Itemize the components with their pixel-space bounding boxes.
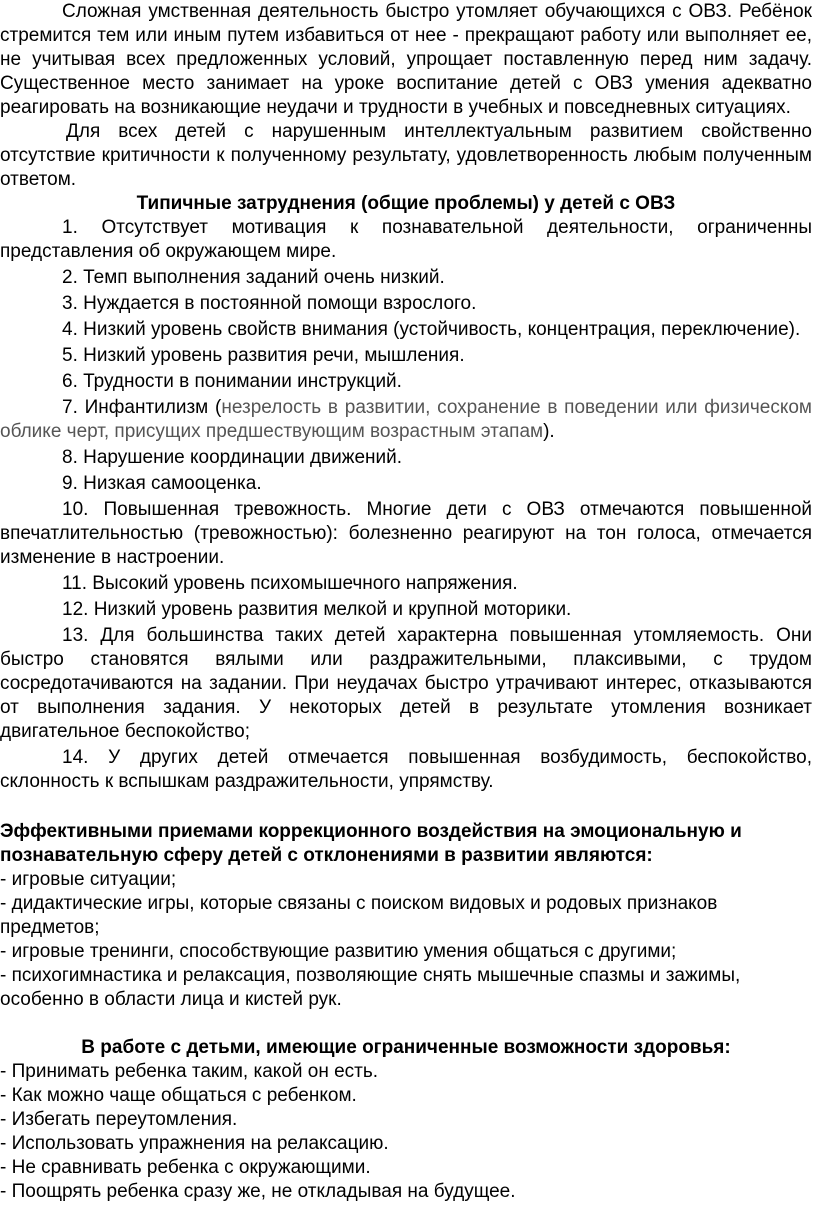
- rule-item-6: - Поощрять ребенка сразу же, не откладывая на будущее.: [0, 1181, 516, 1202]
- problem-item-9: 9. Низкая самооценка.: [62, 473, 262, 494]
- rule-item-3: - Избегать переутомления.: [0, 1109, 238, 1130]
- problem-item-2: 2. Темп выполнения заданий очень низкий.: [62, 267, 445, 288]
- problem-item-4: 4. Низкий уровень свойств внимания (устойчивость, концентрация, переключение).: [62, 319, 801, 340]
- methods-heading: Эффективными приемами коррекционного воздействия на эмоциональную и познавательную сферу детей с отклонениями в развитии являются:: [0, 821, 742, 866]
- problem-item-7-definition: незрелость в развитии, сохранение в поведении или физическом облике черт, присущих предшествующим возрастным этапам: [0, 397, 812, 442]
- method-item-4: - психогимнастика и релаксация, позволяющие снять мышечные спазмы и зажимы, особенно в области лица и кистей рук.: [0, 965, 741, 1010]
- method-item-3: - игровые тренинги, способствующие развитию умения общаться с другими;: [0, 941, 677, 962]
- intro-paragraph-2: Для всех детей с нарушенным интеллектуальным развитием свойственно отсутствие критичности к полученному результату, удовлетворенность любым полученным ответом.: [0, 121, 812, 190]
- problem-item-3: 3. Нуждается в постоянной помощи взрослого.: [62, 293, 477, 314]
- problem-item-11: 11. Высокий уровень психомышечного напряжения.: [62, 573, 518, 594]
- problem-item-12: 12. Низкий уровень развития мелкой и крупной моторики.: [62, 599, 572, 620]
- rule-item-1: - Принимать ребенка таким, какой он есть.: [0, 1061, 379, 1082]
- section-spacer: [0, 1012, 812, 1036]
- method-item-1: - игровые ситуации;: [0, 869, 177, 890]
- rule-item-4: - Использовать упражнения на релаксацию.: [0, 1133, 389, 1154]
- intro-paragraph-1: Сложная умственная деятельность быстро утомляет обучающихся с ОВЗ. Ребёнок стремится тем или иным путем избавиться от нее - прекращают работу или выполняет ее, не учитывая всех предложенных условий, упрощает поставленную перед ним задачу. Существенное место занимает на уроке воспитание детей с ОВЗ умения адекватно реагировать на возникающие неудачи и трудности в учебных и повседневных ситуациях.: [0, 1, 812, 118]
- section-spacer: [0, 796, 812, 820]
- problem-item-6: 6. Трудности в понимании инструкций.: [62, 371, 402, 392]
- method-item-2: - дидактические игры, которые связаны с поиском видовых и родовых признаков предметов;: [0, 893, 718, 938]
- rule-item-2: - Как можно чаще общаться с ребенком.: [0, 1085, 357, 1106]
- problem-item-13: 13. Для большинства таких детей характерна повышенная утомляемость. Они быстро становятся вялыми или раздражительными, плаксивыми, с трудом сосредотачиваются на задании. При неудачах быстро утрачивают интерес, отказываются от выполнения задания. У некоторых детей в результате утомления возникает двигательное беспокойство;: [0, 625, 812, 742]
- problem-item-10: 10. Повышенная тревожность. Многие дети с ОВЗ отмечаются повышенной впечатлительностью (тревожностью): болезненно реагируют на тон голоса, отмечается изменение в настроении.: [0, 499, 812, 568]
- problem-item-7-end: ).: [543, 421, 555, 442]
- problem-item-7-lead: 7. Инфантилизм (: [62, 397, 222, 418]
- rules-heading: В работе с детьми, имеющие ограниченные возможности здоровья:: [81, 1037, 731, 1058]
- problem-item-14: 14. У других детей отмечается повышенная возбудимость, беспокойство, склонность к вспышкам раздражительности, упрямству.: [0, 747, 812, 792]
- problem-item-8: 8. Нарушение координации движений.: [62, 447, 403, 468]
- problem-item-1: 1. Отсутствует мотивация к познавательной деятельности, ограниченны представления об окружающем мире.: [0, 217, 812, 262]
- problem-item-5: 5. Низкий уровень развития речи, мышления.: [62, 345, 465, 366]
- problems-heading: Типичные затруднения (общие проблемы) у детей с ОВЗ: [136, 193, 676, 214]
- problem-item-7: [0, 396, 812, 444]
- rule-item-5: - Не сравнивать ребенка с окружающими.: [0, 1157, 371, 1178]
